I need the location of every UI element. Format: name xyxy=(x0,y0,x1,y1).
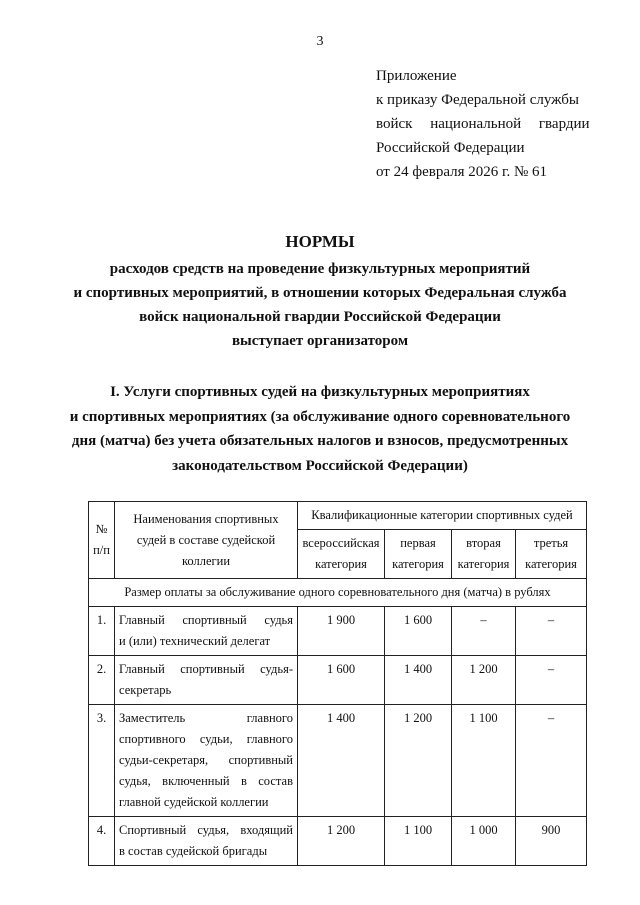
row-value: – xyxy=(452,607,516,656)
row-value: 1 200 xyxy=(298,817,385,866)
row-value: – xyxy=(516,705,587,817)
row-name-line: спортивного судьи, главного xyxy=(119,732,293,746)
row-name-line: и (или) технический делегат xyxy=(119,634,271,648)
row-num: 2. xyxy=(89,656,115,705)
row-name-line: Спортивный судья, входящий xyxy=(119,823,293,837)
row-value: 1 400 xyxy=(385,656,452,705)
subtitle-line: и спортивных мероприятий, в отношении которых Федеральная служба xyxy=(73,285,567,301)
table-row xyxy=(89,705,587,817)
row-name-line: Главный спортивный судья xyxy=(119,613,293,627)
subtitle-line: войск национальной гвардии Российской Федерации xyxy=(139,309,501,325)
row-name xyxy=(115,607,298,656)
table-row xyxy=(89,607,587,656)
row-num: 4. xyxy=(89,817,115,866)
header-category: третья категория xyxy=(516,530,587,579)
table-header-row xyxy=(89,502,587,530)
subtitle-line: расходов средств на проведение физкультурных мероприятий xyxy=(109,261,531,277)
row-name xyxy=(115,656,298,705)
row-value: 1 600 xyxy=(385,607,452,656)
row-value: 1 100 xyxy=(452,705,516,817)
section-line: дня (матча) без учета обязательных налогов и взносов, предусмотренных xyxy=(71,433,569,449)
row-value: 1 200 xyxy=(385,705,452,817)
row-value: 1 100 xyxy=(385,817,452,866)
row-value: 1 000 xyxy=(452,817,516,866)
row-value: 900 xyxy=(516,817,587,866)
row-value: 1 900 xyxy=(298,607,385,656)
appendix-line: Приложение xyxy=(376,68,457,84)
row-name-line: в состав судейской бригады xyxy=(119,844,268,858)
payment-note-row xyxy=(89,579,587,607)
table-row xyxy=(89,656,587,705)
payment-note: Размер оплаты за обслуживание одного соревновательного дня (матча) в рублях xyxy=(89,579,587,607)
appendix-line: к приказу Федеральной службы xyxy=(376,92,580,108)
section-heading xyxy=(50,380,590,478)
document-subtitle xyxy=(60,257,580,353)
row-name xyxy=(115,705,298,817)
norms-table xyxy=(88,501,587,866)
row-name-line: судья, включенный в состав xyxy=(119,774,293,788)
row-value: 1 600 xyxy=(298,656,385,705)
header-name: Наименования спортивных судей в составе судейской коллегии xyxy=(115,502,298,579)
row-value: 1 400 xyxy=(298,705,385,817)
section-line: законодательством Российской Федерации) xyxy=(172,457,468,474)
header-categories-title: Квалификационные категории спортивных судей xyxy=(298,502,587,530)
row-value: 1 200 xyxy=(452,656,516,705)
appendix-line: от 24 февраля 2026 г. № 61 xyxy=(376,164,548,180)
header-category: вторая категория xyxy=(452,530,516,579)
subtitle-line: выступает организатором xyxy=(231,333,409,349)
document-title: НОРМЫ xyxy=(285,232,355,251)
section-line: I. Услуги спортивных судей на физкультурных мероприятиях xyxy=(110,384,530,400)
appendix-block xyxy=(376,64,588,184)
row-name-line: секретарь xyxy=(119,683,172,697)
row-name-line: Заместитель главного xyxy=(119,711,293,725)
row-name xyxy=(115,817,298,866)
header-num: № п/п xyxy=(89,502,115,579)
row-num: 1. xyxy=(89,607,115,656)
row-value: – xyxy=(516,656,587,705)
row-value: – xyxy=(516,607,587,656)
appendix-line: войск национальной гвардии xyxy=(376,116,590,132)
row-num: 3. xyxy=(89,705,115,817)
appendix-line: Российской Федерации xyxy=(376,140,525,156)
row-name-line: Главный спортивный судья- xyxy=(119,662,293,676)
section-line: и спортивных мероприятиях (за обслуживание одного соревновательного xyxy=(69,408,571,425)
header-category: всероссийская категория xyxy=(298,530,385,579)
table-row xyxy=(89,817,587,866)
header-category: первая категория xyxy=(385,530,452,579)
row-name-line: главной судейской коллегии xyxy=(119,795,269,809)
row-name-line: судьи-секретаря, спортивный xyxy=(119,753,293,767)
page-number: 3 xyxy=(316,34,324,49)
